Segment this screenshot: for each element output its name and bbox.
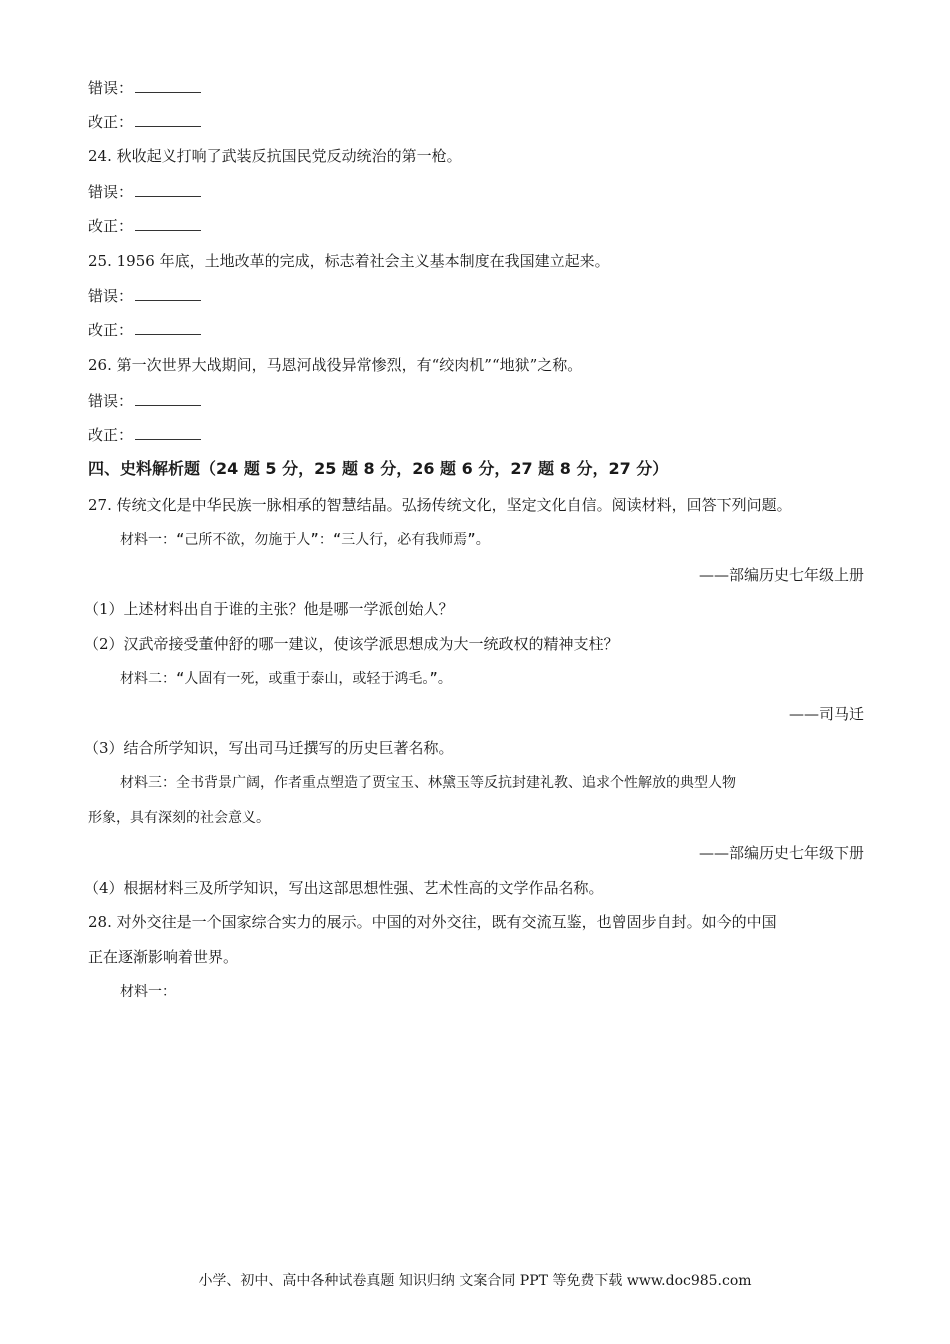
question-28-cont: 正在逐渐影响着世界。 (88, 948, 239, 966)
material-1: 材料一：“己所不欲，勿施于人”：“三人行，必有我师焉”。 (120, 532, 490, 548)
fix-line: 改正： (88, 320, 201, 340)
answer-blank[interactable] (135, 321, 201, 335)
answer-blank[interactable] (135, 426, 201, 440)
answer-blank[interactable] (135, 392, 201, 406)
question-28: 28. 对外交往是一个国家综合实力的展示。中国的对外交往，既有交流互鉴，也曾固步自封。如今的中国 (88, 913, 777, 931)
question-27-1: （1）上述材料出自于谁的主张？他是哪一学派创始人？ (84, 600, 454, 618)
material-1-source: ——部编历史七年级上册 (698, 566, 864, 584)
fix-line: 改正： (88, 112, 201, 132)
question-24: 24. 秋收起义打响了武装反抗国民党反动统治的第一枪。 (88, 147, 462, 165)
page-footer: 小学、初中、高中各种试卷真题 知识归纳 文案合同 PPT 等免费下载 www.doc985.com (198, 1273, 752, 1289)
material-3: 材料三：全书背景广阔，作者重点塑造了贾宝玉、林黛玉等反抗封建礼教、追求个性解放的典型人物 (120, 775, 736, 791)
question-27-4: （4）根据材料三及所学知识，写出这部思想性强、艺术性高的文学作品名称。 (84, 879, 604, 897)
section-heading: 四、史料解析题（24 题 5 分，25 题 8 分，26 题 6 分，27 题 8 分，27 分） (88, 459, 669, 478)
material-3-cont: 形象，具有深刻的社会意义。 (88, 810, 270, 826)
material-2-source: ——司马迁 (788, 705, 864, 723)
question-25: 25. 1956 年底，土地改革的完成，标志着社会主义基本制度在我国建立起来。 (88, 252, 610, 270)
question-28-material-1: 材料一： (120, 984, 176, 1000)
fix-line: 改正： (88, 425, 201, 445)
question-27: 27. 传统文化是中华民族一脉相承的智慧结晶。弘扬传统文化，坚定文化自信。阅读材料，回答下列问题。 (88, 496, 792, 514)
question-27-2: （2）汉武帝接受董仲舒的哪一建议，使该学派思想成为大一统政权的精神支柱？ (84, 635, 619, 653)
answer-blank[interactable] (135, 79, 201, 93)
error-line: 错误： (88, 78, 201, 98)
answer-blank[interactable] (135, 183, 201, 197)
error-line: 错误： (88, 182, 201, 202)
fix-line: 改正： (88, 216, 201, 236)
error-line: 错误： (88, 391, 201, 411)
question-26: 26. 第一次世界大战期间，马恩河战役异常惨烈，有“绞肉机”“地狱”之称。 (88, 356, 583, 374)
question-27-3: （3）结合所学知识，写出司马迁撰写的历史巨著名称。 (84, 739, 454, 757)
material-2: 材料二：“人固有一死，或重于泰山，或轻于鸿毛。”。 (120, 671, 452, 687)
answer-blank[interactable] (135, 217, 201, 231)
answer-blank[interactable] (135, 113, 201, 127)
material-3-source: ——部编历史七年级下册 (698, 844, 864, 862)
answer-blank[interactable] (135, 287, 201, 301)
error-line: 错误： (88, 286, 201, 306)
